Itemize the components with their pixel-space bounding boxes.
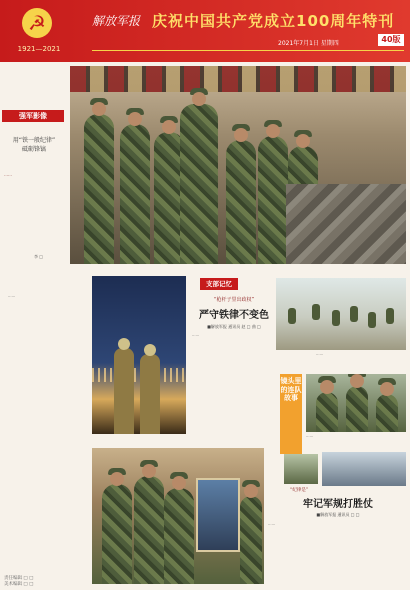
article-column-middle: …… bbox=[192, 333, 200, 337]
soldier-figure bbox=[120, 124, 150, 264]
night-guard-photo bbox=[92, 276, 186, 434]
sidebar-header: 强军影像 bbox=[2, 110, 64, 122]
special-issue-title: 庆祝中国共产党成立100周年特刊 bbox=[152, 12, 395, 30]
soldier-figure bbox=[312, 304, 320, 320]
story1-byline: ■解放军报 通讯员 赵 □ 曲 □ bbox=[207, 324, 261, 329]
soldier-figure bbox=[164, 488, 194, 584]
footer-editor: 责任编辑 □ □ bbox=[4, 576, 34, 581]
museum-visit-photo bbox=[92, 448, 264, 584]
soldier-figure bbox=[84, 114, 114, 264]
story1-title: 严守铁律不变色 bbox=[199, 310, 269, 321]
guard-figure bbox=[140, 354, 160, 434]
issue-date: 2021年7月1日 星期四 bbox=[278, 40, 339, 47]
soldier-figure bbox=[350, 306, 358, 322]
inset-photo bbox=[284, 454, 318, 484]
soldier-figure bbox=[180, 104, 218, 264]
story2-title: 牢记军规打胜仗 bbox=[303, 499, 373, 510]
footer-art-editor: 美术编辑 □ □ bbox=[4, 582, 34, 587]
soldier-figure bbox=[240, 496, 262, 584]
soldier-figure bbox=[226, 140, 256, 264]
party-emblem-icon: ☭ bbox=[22, 8, 52, 38]
top-photo-soldiers-exhibition bbox=[70, 66, 406, 264]
soldiers-group-photo bbox=[306, 374, 406, 432]
soldier-figure bbox=[346, 386, 368, 432]
exhibit-stones bbox=[286, 184, 406, 264]
soldier-figure bbox=[288, 308, 296, 324]
soldier-figure bbox=[134, 476, 164, 584]
soldier-figure bbox=[386, 308, 394, 324]
sidebar-body-text: …… bbox=[4, 172, 12, 177]
guard-figure bbox=[114, 348, 134, 434]
photo-caption: …… bbox=[316, 352, 324, 356]
soldier-figure bbox=[332, 310, 340, 326]
soldier-figure bbox=[102, 484, 132, 584]
training-photo bbox=[276, 278, 406, 350]
exhibition-poster bbox=[196, 478, 240, 552]
newspaper-name: 解放军报 bbox=[92, 14, 141, 28]
masthead-divider bbox=[92, 50, 404, 51]
city-lights bbox=[92, 368, 186, 382]
soldier-figure bbox=[368, 312, 376, 328]
story2-byline: ■解放军报 通讯员 □ □ bbox=[316, 512, 360, 517]
article-column-left: …… bbox=[8, 294, 16, 298]
meeting-hall-photo bbox=[322, 452, 406, 486]
photo-caption: …… bbox=[306, 434, 314, 438]
sidebar-author: 李 □ bbox=[34, 254, 44, 259]
page-number-badge: 40版 bbox=[378, 34, 404, 46]
page-footer bbox=[4, 576, 124, 588]
soldier-figure bbox=[316, 392, 338, 432]
story2-quote: “纪律是” bbox=[290, 488, 309, 493]
years-label: 1921—2021 bbox=[17, 45, 61, 53]
article-column-bottom: …… bbox=[268, 522, 276, 526]
exhibition-wall-frames bbox=[70, 66, 406, 92]
section-badge: 支部记忆 bbox=[200, 278, 238, 290]
soldier-figure bbox=[258, 136, 288, 264]
soldier-figure bbox=[376, 394, 398, 432]
sidebar-title: 用“铁一般纪律” 砥砺锋镐 bbox=[12, 137, 56, 153]
vertical-section-banner: 镜头里的连队故事 bbox=[280, 374, 302, 454]
story1-quote: “枪杆子里出政权” bbox=[213, 297, 255, 303]
